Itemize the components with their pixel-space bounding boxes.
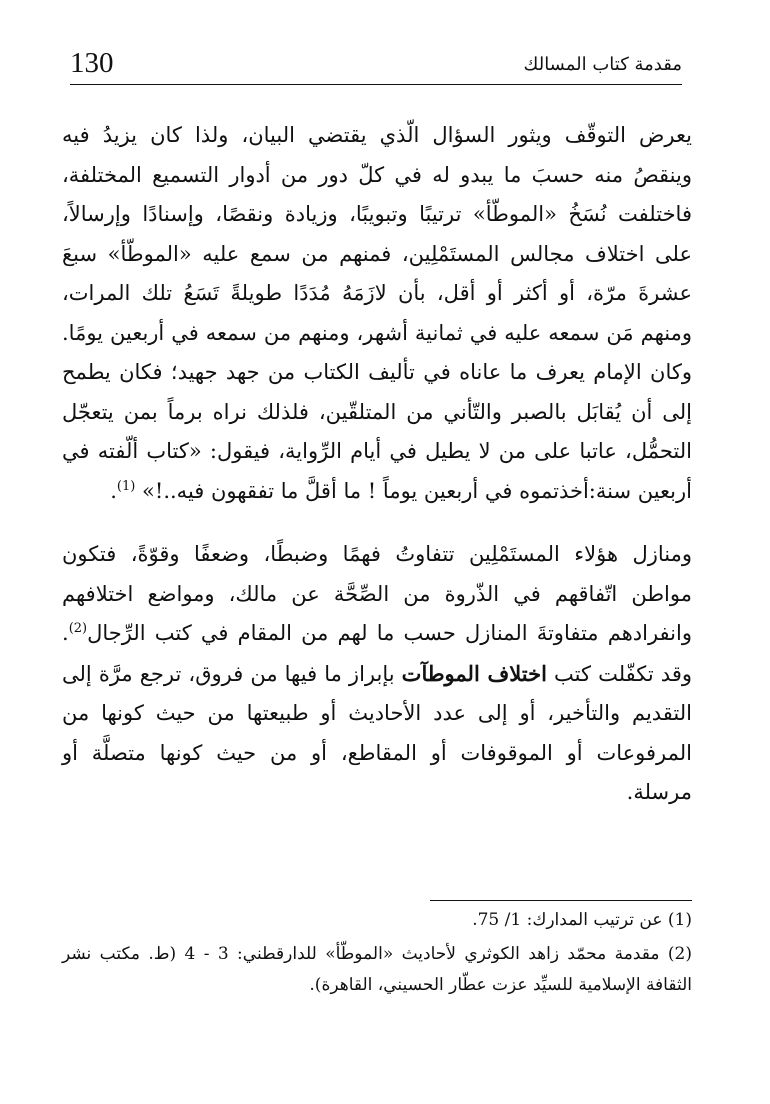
footnote: (2) مقدمة محمّد زاهد الكوثري لأحاديث «الموطّأ» للدارقطني: 3 - 4 (ط. مكتب نشر الثقافة الإسلامية للسيِّد عزت عطّار الحسيني، القاهرة). bbox=[62, 944, 692, 995]
footnote-divider bbox=[430, 900, 692, 901]
paragraph-text: ومنازل هؤلاء المستَمْلِين تتفاوتُ فهمًا وضبطًا، وضعفًا وقوّةً، فتكون مواطن اتّفاقهم في الذّروة من الصِّحَّة عن مالك، ومواضع اختلافهم وانفرادهم متفاوتةَ المنازل حسب ما لهم من المقام في كتب الرِّجال bbox=[62, 542, 692, 645]
footnote-reference: (2) bbox=[68, 621, 88, 636]
page-number: 130 bbox=[70, 47, 114, 79]
paragraph-text: . bbox=[110, 478, 117, 503]
footnote: (1) عن ترتيب المدارك: 1/ 75. bbox=[472, 910, 692, 930]
footnotes bbox=[62, 905, 692, 1001]
paragraph-text: يعرض التوقّف ويثور السؤال الّذي يقتضي البيان، ولذا كان يزيدُ فيه وينقصُ منه حسبَ ما يبدو له في كلّ دور من أدوار التسميع المختلفة، فاختلفت نُسَخُ «الموطّأ» ترتيبًا وتبويبًا، وزيادة ونقصًا، وإسنادًا وإرسالاً، على اختلاف مجالس المستَمْلِين، فمنهم من سمع عليه «الموطّأ» سبعَ عشرةَ مرّة، أو أكثر أو أقل، بأن لازَمَهُ مُدَدًا طويلةً تَسَعُ تلك المرات، ومنهم مَن سمعه عليه في ثمانية أشهر، ومنهم من سمعه في أربعين يومًا. وكان الإمام يعرف ما عاناه في تأليف الكتاب من جهد جهيد؛ فكان يطمح إلى أن يُقابَل بالصبر والتّأني من المتلقّين، فلذلك نراه برماً بمن يتعجّل التحمُّل، عاتبا على من لا يطيل في أيام الرِّواية، فيقول: «كتاب ألّفته في أربعين سنة:أخذتموه في أربعين يوماً ! ما أقلَّ ما تفقهون فيه..!» bbox=[62, 123, 692, 503]
footnote-reference: (1) bbox=[116, 478, 136, 494]
bold-term: اختلاف الموطآت bbox=[401, 660, 547, 686]
paragraph bbox=[62, 116, 692, 511]
page-header bbox=[70, 44, 682, 85]
running-title: مقدمة كتاب المسالك bbox=[523, 54, 682, 75]
paragraph-text: . وقد تكفّلت كتب bbox=[62, 621, 693, 686]
paragraph bbox=[62, 535, 692, 813]
main-text bbox=[62, 116, 692, 813]
paragraph-text: بإبراز ما فيها من فروق، ترجع مرَّة إلى التقديم والتأخير، أو إلى عدد الأحاديث أو طبيعتها من حيث كونها من المرفوعات أو الموقوفات أو المقاطع، أو من حيث كونها متصلَّة أو مرسلة. bbox=[62, 661, 692, 804]
